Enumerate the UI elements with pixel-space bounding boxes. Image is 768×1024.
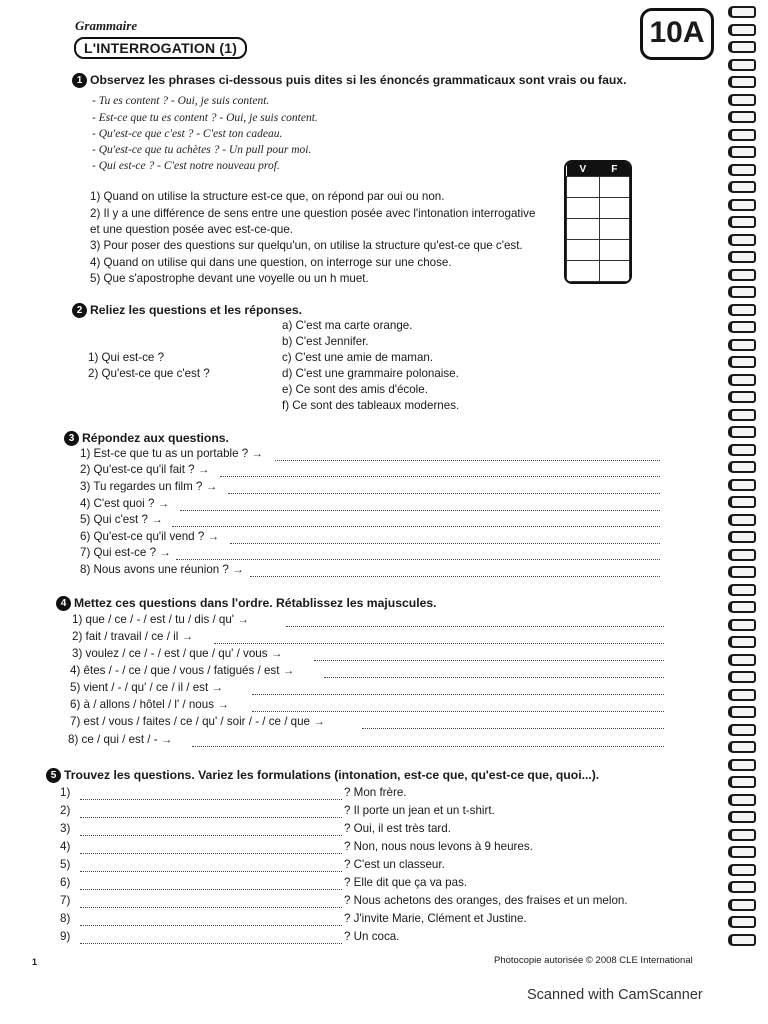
- question-line[interactable]: [80, 924, 342, 926]
- answer-line[interactable]: [250, 575, 660, 577]
- answer-line[interactable]: [252, 710, 664, 712]
- ex5-num-4: 4): [60, 840, 71, 853]
- answer-line[interactable]: [275, 459, 660, 461]
- ex5-num-2: 2): [60, 804, 71, 817]
- spiral-ring: [728, 59, 756, 71]
- spiral-ring: [728, 461, 756, 473]
- vf-header-v: V: [567, 162, 600, 177]
- answer-line[interactable]: [252, 693, 664, 695]
- ex3-item-2: 2) Qu'est-ce qu'il fait ? →: [80, 463, 210, 476]
- page-number: 1: [32, 957, 38, 967]
- spiral-ring: [728, 216, 756, 228]
- ex3-instruction-text: Répondez aux questions.: [82, 431, 229, 445]
- spiral-ring: [728, 409, 756, 421]
- ex1-example-3: - Qu'est-ce que c'est ? - C'est ton cadeau.: [92, 128, 283, 140]
- spiral-ring: [728, 181, 756, 193]
- spiral-ring: [728, 811, 756, 823]
- spiral-ring: [728, 566, 756, 578]
- ex4-item-6: 6) à / allons / hôtel / l' / nous →: [70, 698, 229, 711]
- fiche-badge-number: 10A: [649, 16, 705, 49]
- category-label: Grammaire: [75, 18, 138, 33]
- answer-line[interactable]: [214, 642, 664, 644]
- spiral-ring: [728, 374, 756, 386]
- answer-line[interactable]: [362, 727, 664, 729]
- spiral-ring: [728, 549, 756, 561]
- answer-line[interactable]: [172, 525, 660, 527]
- spiral-ring: [728, 94, 756, 106]
- ex4-item-4: 4) êtes / - / ce / que / vous / fatigués / est →: [70, 664, 295, 677]
- ex5-num-6: 6): [60, 876, 71, 889]
- ex2-answer-c: c) C'est une amie de maman.: [282, 351, 434, 364]
- spiral-ring: [728, 934, 756, 946]
- ex2-answer-d: d) C'est une grammaire polonaise.: [282, 367, 459, 380]
- ex5-answer-3: ? Oui, il est très tard.: [344, 822, 451, 835]
- spiral-ring: [728, 636, 756, 648]
- ex1-instruction: [72, 73, 626, 88]
- spiral-ring: [728, 654, 756, 666]
- spiral-ring: [728, 76, 756, 88]
- ex5-answer-5: ? C'est un classeur.: [344, 858, 445, 871]
- spiral-ring: [728, 864, 756, 876]
- spiral-ring: [728, 164, 756, 176]
- spiral-ring: [728, 899, 756, 911]
- spiral-ring: [728, 916, 756, 928]
- ex4-instruction: [56, 596, 437, 611]
- ex1-example-4: - Qu'est-ce que tu achètes ? - Un pull pour moi.: [92, 144, 312, 156]
- answer-line[interactable]: [228, 492, 660, 494]
- ex2-answer-f: f) Ce sont des tableaux modernes.: [282, 399, 460, 412]
- question-line[interactable]: [80, 888, 342, 890]
- question-line[interactable]: [80, 852, 342, 854]
- ex5-answer-6: ? Elle dit que ça va pas.: [344, 876, 468, 889]
- ex1-statement-1: 1) Quand on utilise la structure est-ce que, on répond par oui ou non.: [90, 190, 445, 203]
- spiral-ring: [728, 356, 756, 368]
- spiral-ring: [728, 794, 756, 806]
- spiral-ring: [728, 881, 756, 893]
- spiral-ring: [728, 776, 756, 788]
- spiral-ring: [728, 846, 756, 858]
- spiral-ring: [728, 251, 756, 263]
- spiral-ring: [728, 426, 756, 438]
- fiche-badge: [640, 8, 714, 60]
- ex1-example-1: - Tu es content ? - Oui, je suis content.: [92, 95, 270, 107]
- spiral-binding: [708, 0, 768, 950]
- ex4-item-1: 1) que / ce / - / est / tu / dis / qu' →: [72, 613, 249, 626]
- spiral-ring: [728, 689, 756, 701]
- ex4-item-8: 8) ce / qui / est / - →: [68, 733, 173, 746]
- ex5-num-3: 3): [60, 822, 71, 835]
- ex4-item-7: 7) est / vous / faites / ce / qu' / soir / - / ce / que →: [70, 715, 325, 728]
- spiral-ring: [728, 671, 756, 683]
- ex4-number: 4: [56, 596, 71, 611]
- spiral-ring: [728, 269, 756, 281]
- ex5-answer-1: ? Mon frère.: [344, 786, 407, 799]
- spiral-ring: [728, 741, 756, 753]
- vf-cell[interactable]: [599, 198, 629, 219]
- ex4-item-2: 2) fait / travail / ce / il →: [72, 630, 194, 643]
- vf-cell[interactable]: [567, 198, 600, 219]
- ex1-statement-2b: et une question posée avec est-ce-que.: [90, 223, 294, 236]
- answer-line[interactable]: [286, 625, 664, 627]
- answer-line[interactable]: [230, 542, 660, 544]
- spiral-ring: [728, 619, 756, 631]
- spiral-ring: [728, 234, 756, 246]
- ex3-item-5: 5) Qui c'est ? →: [80, 513, 163, 526]
- ex5-num-7: 7): [60, 894, 71, 907]
- ex3-item-6: 6) Qu'est-ce qu'il vend ? →: [80, 530, 220, 543]
- camscanner-watermark: Scanned with CamScanner: [527, 987, 703, 1003]
- vf-cell[interactable]: [567, 219, 600, 240]
- vf-header-f: F: [599, 162, 629, 177]
- spiral-ring: [728, 584, 756, 596]
- ex3-item-3: 3) Tu regardes un film ? →: [80, 480, 218, 493]
- spiral-ring: [728, 759, 756, 771]
- ex5-instruction: [46, 768, 599, 783]
- ex1-statement-2: 2) Il y a une différence de sens entre une question posée avec l'intonation interrogative: [90, 207, 536, 220]
- ex1-example-2: - Est-ce que tu es content ? - Oui, je suis content.: [92, 112, 318, 124]
- ex1-statement-4: 4) Quand on utilise qui dans une question, on interroge sur une chose.: [90, 256, 452, 269]
- spiral-ring: [728, 829, 756, 841]
- spiral-ring: [728, 514, 756, 526]
- spiral-ring: [728, 724, 756, 736]
- ex5-num-8: 8): [60, 912, 71, 925]
- spiral-ring: [728, 129, 756, 141]
- ex2-number: 2: [72, 303, 87, 318]
- ex2-answer-e: e) Ce sont des amis d'école.: [282, 383, 428, 396]
- spiral-ring: [728, 706, 756, 718]
- ex1-example-5: - Qui est-ce ? - C'est notre nouveau prof.: [92, 160, 280, 172]
- spiral-ring: [728, 531, 756, 543]
- ex5-number: 5: [46, 768, 61, 783]
- ex5-instruction-text: Trouvez les questions. Variez les formulations (intonation, est-ce que, qu'est-ce que, quoi...).: [64, 768, 600, 782]
- spiral-ring: [728, 24, 756, 36]
- question-line[interactable]: [80, 942, 342, 944]
- answer-line[interactable]: [324, 676, 664, 678]
- ex3-item-7: 7) Qui est-ce ? →: [80, 546, 171, 559]
- ex5-answer-7: ? Nous achetons des oranges, des fraises et un melon.: [344, 894, 628, 907]
- spiral-ring: [728, 111, 756, 123]
- spiral-ring: [728, 321, 756, 333]
- vf-cell[interactable]: [567, 177, 600, 198]
- spiral-ring: [728, 601, 756, 613]
- spiral-ring: [728, 6, 756, 18]
- ex1-instruction-text: Observez les phrases ci-dessous puis dites si les énoncés grammaticaux sont vrais ou faux.: [90, 73, 627, 87]
- ex5-num-9: 9): [60, 930, 71, 943]
- ex3-item-4: 4) C'est quoi ? →: [80, 497, 170, 510]
- ex2-question-2: 2) Qu'est-ce que c'est ?: [88, 367, 210, 380]
- ex4-item-5: 5) vient / - / qu' / ce / il / est →: [70, 681, 223, 694]
- answer-line[interactable]: [176, 558, 660, 560]
- answer-line[interactable]: [180, 509, 660, 511]
- ex5-num-1: 1): [60, 786, 71, 799]
- vf-cell[interactable]: [599, 177, 629, 198]
- question-line[interactable]: [80, 906, 342, 908]
- ex3-number: 3: [64, 431, 79, 446]
- ex1-statement-5: 5) Que s'apostrophe devant une voyelle ou un h muet.: [90, 272, 369, 285]
- ex5-answer-2: ? Il porte un jean et un t-shirt.: [344, 804, 495, 817]
- vf-cell[interactable]: [567, 261, 600, 282]
- vf-cell[interactable]: [599, 240, 629, 261]
- spiral-ring: [728, 199, 756, 211]
- ex3-item-1: 1) Est-ce que tu as un portable ? →: [80, 447, 264, 460]
- page-title: L'INTERROGATION (1): [74, 37, 247, 59]
- spiral-ring: [728, 339, 756, 351]
- spiral-ring: [728, 444, 756, 456]
- spiral-ring: [728, 286, 756, 298]
- ex2-instruction: [72, 303, 302, 318]
- ex3-item-8: 8) Nous avons une réunion ? →: [80, 563, 244, 576]
- question-line[interactable]: [80, 798, 342, 800]
- question-line[interactable]: [80, 816, 342, 818]
- ex5-answer-8: ? J'invite Marie, Clément et Justine.: [344, 912, 527, 925]
- spiral-ring: [728, 391, 756, 403]
- spiral-ring: [728, 41, 756, 53]
- vf-cell[interactable]: [599, 219, 629, 240]
- question-line[interactable]: [80, 834, 342, 836]
- ex2-instruction-text: Reliez les questions et les réponses.: [90, 303, 303, 317]
- ex1-number: 1: [72, 73, 87, 88]
- ex5-num-5: 5): [60, 858, 71, 871]
- answer-line[interactable]: [220, 475, 660, 477]
- spiral-ring: [728, 304, 756, 316]
- ex4-item-3: 3) voulez / ce / - / est / que / qu' / vous →: [72, 647, 283, 660]
- spiral-ring: [728, 146, 756, 158]
- ex1-statement-3: 3) Pour poser des questions sur quelqu'un, on utilise la structure qu'est-ce que c'est.: [90, 239, 523, 252]
- question-line[interactable]: [80, 870, 342, 872]
- answer-line[interactable]: [314, 659, 664, 661]
- ex2-answer-b: b) C'est Jennifer.: [282, 335, 369, 348]
- true-false-grid: [564, 160, 632, 284]
- spiral-ring: [728, 496, 756, 508]
- answer-line[interactable]: [192, 745, 664, 747]
- vf-cell[interactable]: [599, 261, 629, 282]
- ex5-answer-4: ? Non, nous nous levons à 9 heures.: [344, 840, 533, 853]
- ex5-answer-9: ? Un coca.: [344, 930, 400, 943]
- ex2-question-1: 1) Qui est-ce ?: [88, 351, 165, 364]
- spiral-ring: [728, 479, 756, 491]
- ex3-instruction: [64, 431, 229, 446]
- ex2-answer-a: a) C'est ma carte orange.: [282, 319, 413, 332]
- copyright-notice: Photocopie autorisée © 2008 CLE International: [494, 955, 693, 966]
- vf-cell[interactable]: [567, 240, 600, 261]
- ex4-instruction-text: Mettez ces questions dans l'ordre. Rétablissez les majuscules.: [74, 596, 437, 610]
